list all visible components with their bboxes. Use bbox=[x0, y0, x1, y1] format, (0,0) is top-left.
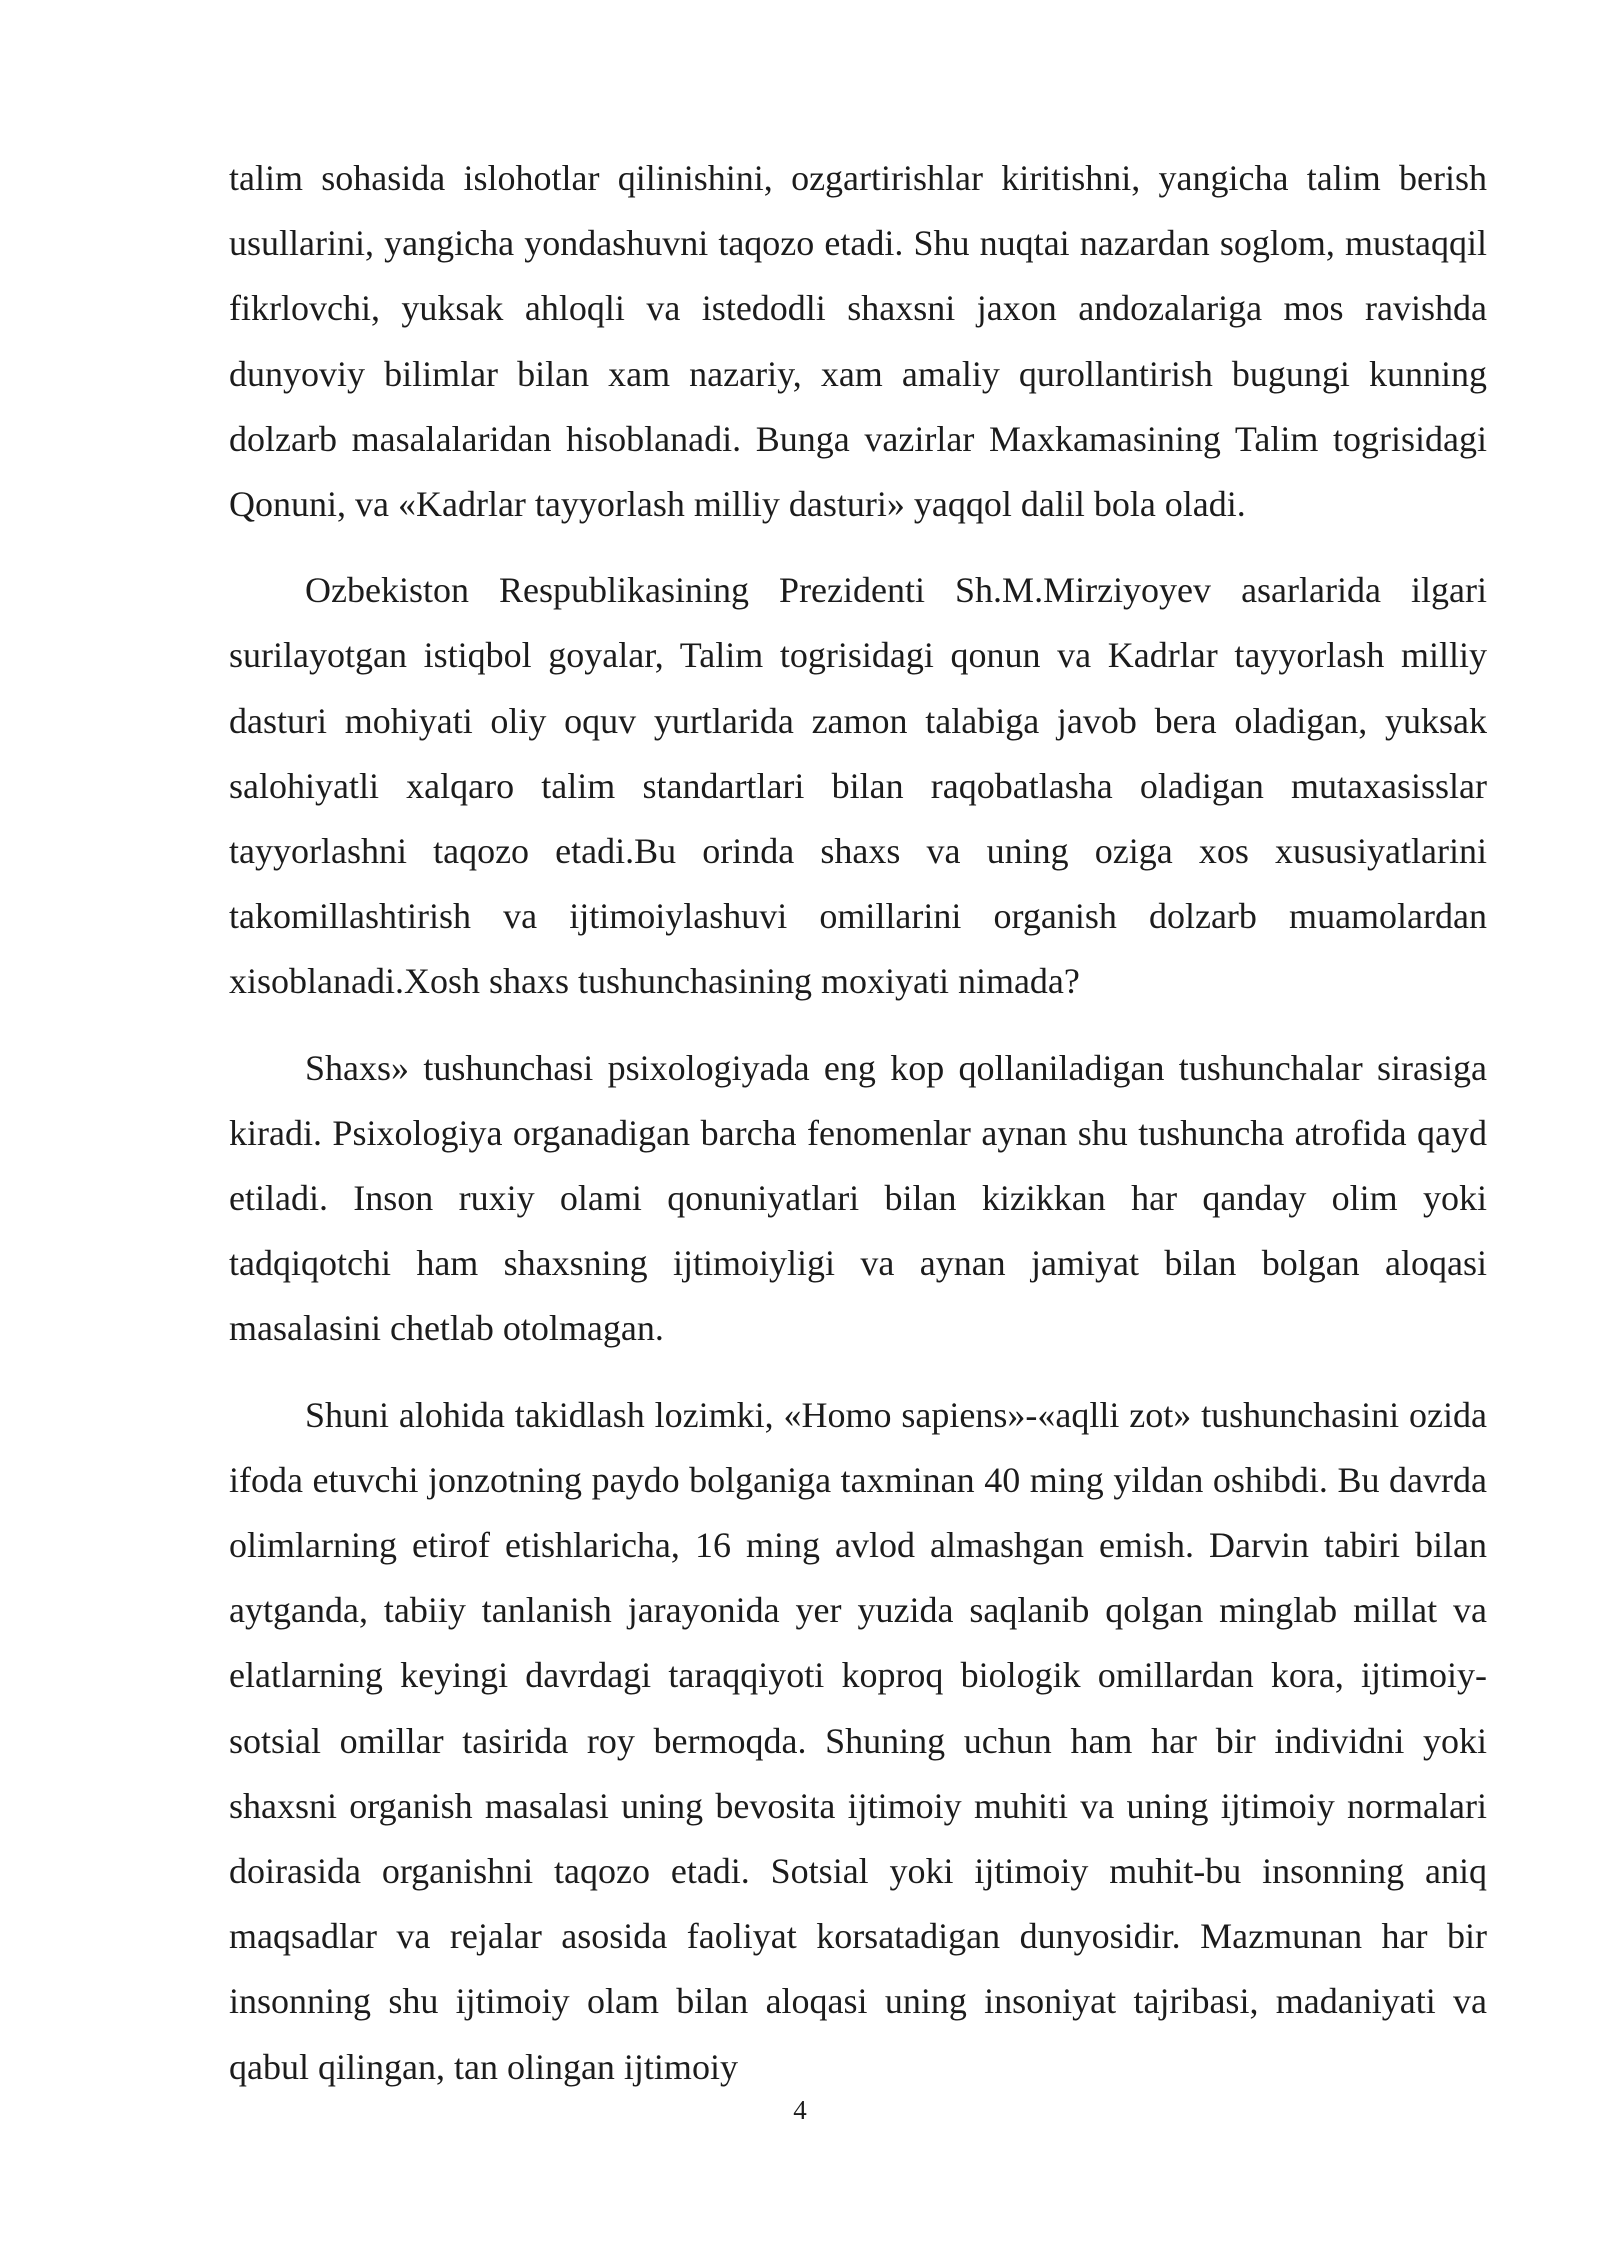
paragraph-1: talim sohasida islohotlar qilinishini, ozgartirishlar kiritishni, yangicha talim berish usullarini, yangicha yondashuvni taqozo etadi. Shu nuqtai nazardan soglom, mustaqqil fikrlovchi, yuksak ahloqli va istedodli shaxsni jaxon andozalariga mos ravishda dunyoviy bilimlar bilan xam nazariy, xam amaliy qurollantirish bugungi kunning dolzarb masalalaridan hisoblanadi. Bunga vazirlar Maxkamasining Talim togrisidagi Qonuni, va «Kadrlar tayyorlash milliy dasturi» yaqqol dalil bola oladi. bbox=[229, 158, 1487, 525]
paragraph-4: Shuni alohida takidlash lozimki, «Homo sapiens»-«aqlli zot» tushunchasini ozida ifoda etuvchi jonzotning paydo bolganiga taxminan 40 ming yildan oshibdi. Bu davrda olimlarning etirof etishlaricha, 16 ming avlod almashgan emish. Darvin tabiri bilan aytganda, tabiiy tanlanish jarayonida yer yuzida saqlanib qolgan minglab millat va elatlarning keyingi davrdagi taraqqiyoti koproq biologik omillardan kora, ijtimoiy-sotsial omillar tasirida roy bermoqda. Shuning uchun ham har bir individni yoki shaxsni organish masalasi uning bevosita ijtimoiy muhiti va uning ijtimoiy normalari doirasida organishni taqozo etadi. Sotsial yoki ijtimoiy muhit-bu insonning aniq maqsadlar va rejalar asosida faoliyat korsatadigan dunyosidir. Mazmunan har bir insonning shu ijtimoiy olam bilan aloqasi uning insoniyat tajribasi, madaniyati va qabul qilingan, tan olingan ijtimoiy bbox=[229, 1394, 1487, 2087]
document-body bbox=[229, 146, 1487, 2100]
paragraph-2: Ozbekiston Respublikasining Prezidenti Sh.M.Mirziyoyev asarlarida ilgari surilayotgan istiqbol goyalar, Talim togrisidagi qonun va Kadrlar tayyorlash milliy dasturi mohiyati oliy oquv yurtlarida zamon talabiga javob bera oladigan, yuksak salohiyatli xalqaro talim standartlari bilan raqobatlasha oladigan mutaxasisslar tayyorlashni taqozo etadi.Bu orinda shaxs va uning oziga xos xususiyatlarini takomillashtirish va ijtimoiylashuvi omillarini organish dolzarb muamolardan xisoblanadi.Xosh shaxs tushunchasining moxiyati nimada? bbox=[229, 570, 1487, 1002]
paragraph-3: Shaxs» tushunchasi psixologiyada eng kop qollaniladigan tushunchalar sirasiga kiradi. Psixologiya organadigan barcha fenomenlar aynan shu tushuncha atrofida qayd etiladi. Inson ruxiy olami qonuniyatlari bilan kizikkan har qanday olim yoki tadqiqotchi ham shaxsning ijtimoiyligi va aynan jamiyat bilan bolgan aloqasi masalasini chetlab otolmagan. bbox=[229, 1047, 1487, 1349]
page-number: 4 bbox=[793, 2095, 807, 2125]
